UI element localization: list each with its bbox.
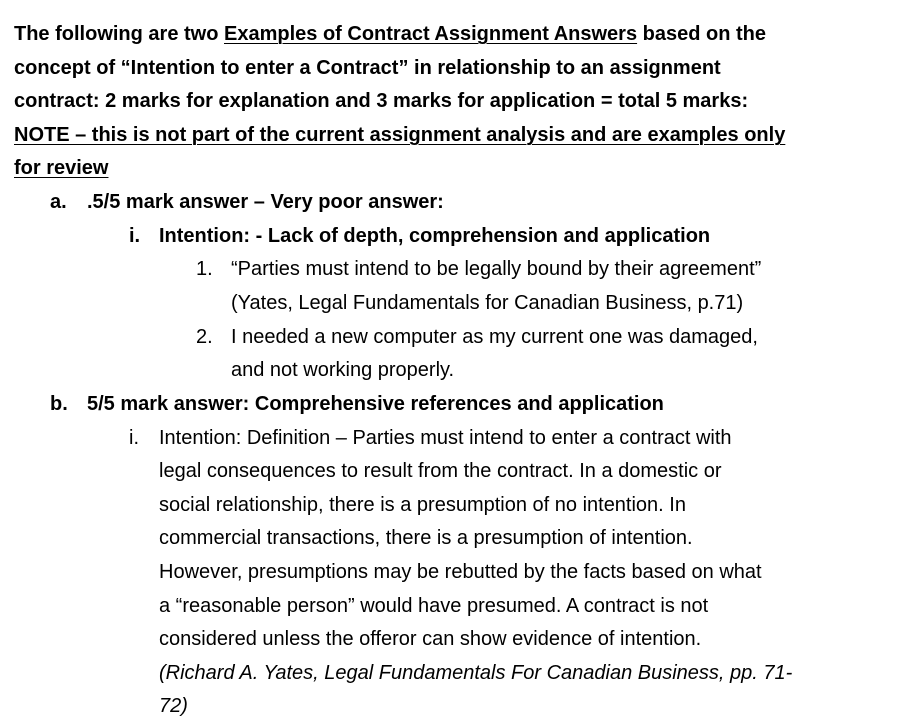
list-marker-a-i: i. <box>129 225 141 247</box>
citation-line-1: (Richard A. Yates, Legal Fundamentals For Canadian Business, pp. 71- <box>159 662 793 684</box>
point-1-line-2: (Yates, Legal Fundamentals for Canadian Business, p.71) <box>231 292 744 314</box>
point-2-line-2: and not working properly. <box>231 359 455 381</box>
citation-line-2: 72) <box>159 695 188 717</box>
intro-line-1 <box>14 22 766 46</box>
intro-text: based on the <box>637 23 766 45</box>
point-2-line-1: I needed a new computer as my current one was damaged, <box>231 326 758 348</box>
note-line-2: for review <box>14 157 109 179</box>
item-b-title: 5/5 mark answer: Comprehensive references and application <box>87 393 664 415</box>
definition-line: Intention: Definition – Parties must intend to enter a contract with <box>159 427 732 449</box>
list-marker-a-i-2: 2. <box>196 326 213 348</box>
definition-line: social relationship, there is a presumption of no intention. In <box>159 494 686 516</box>
list-marker-b: b. <box>50 393 68 415</box>
definition-line: considered unless the offeror can show evidence of intention. <box>159 628 702 650</box>
point-1-line-1: “Parties must intend to be legally bound by their agreement” <box>231 258 762 280</box>
list-marker-a-i-1: 1. <box>196 258 213 280</box>
list-marker-a: a. <box>50 191 67 213</box>
item-a-title: .5/5 mark answer – Very poor answer: <box>87 191 444 213</box>
definition-line: a “reasonable person” would have presumed. A contract is not <box>159 595 709 617</box>
definition-line: However, presumptions may be rebutted by the facts based on what <box>159 561 762 583</box>
list-marker-b-i: i. <box>129 427 139 449</box>
examples-heading-underlined: Examples of Contract Assignment Answers <box>224 23 638 45</box>
definition-line: commercial transactions, there is a presumption of intention. <box>159 527 693 549</box>
intro-text: The following are two <box>14 23 224 45</box>
item-a-i-title: Intention: - Lack of depth, comprehension and application <box>159 225 711 247</box>
note-line-1: NOTE – this is not part of the current assignment analysis and are examples only <box>14 124 786 146</box>
intro-line-2: concept of “Intention to enter a Contract” in relationship to an assignment <box>14 57 721 79</box>
intro-line-3: contract: 2 marks for explanation and 3 marks for application = total 5 marks: <box>14 90 749 112</box>
definition-line: legal consequences to result from the contract. In a domestic or <box>159 460 722 482</box>
